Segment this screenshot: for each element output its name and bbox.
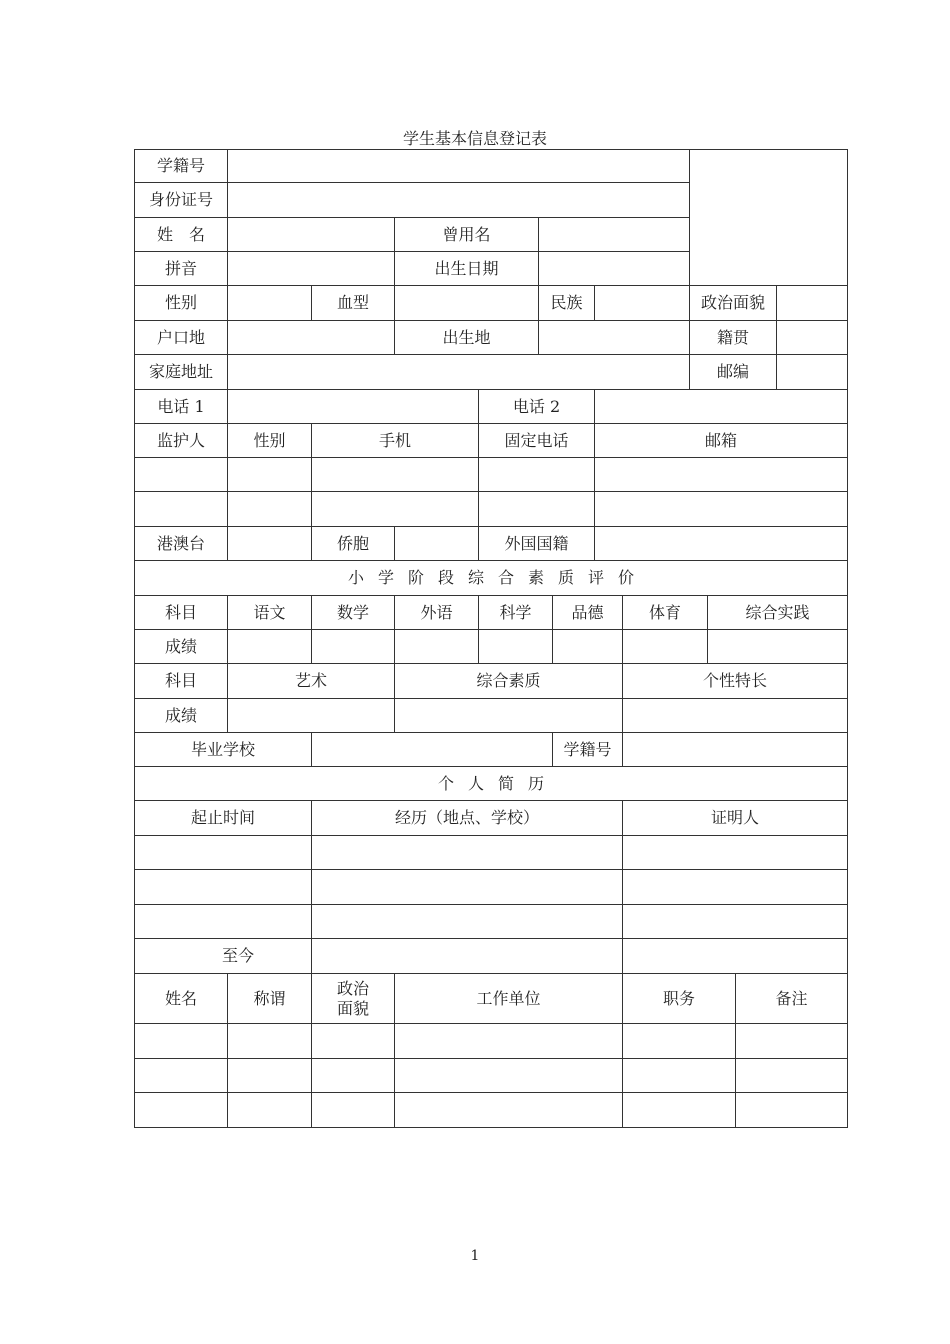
family-workplace-cell[interactable] — [394, 1058, 623, 1093]
guardian-gender-cell[interactable] — [227, 491, 312, 527]
label-score: 成绩 — [134, 698, 228, 733]
political-status-field[interactable] — [776, 285, 848, 321]
label-family-political-status: 政治面貌 — [311, 973, 395, 1024]
guardian-email-cell[interactable] — [594, 491, 848, 527]
resume-witness-cell[interactable] — [622, 869, 848, 905]
label-subject: 科目 — [134, 595, 228, 630]
label-score: 成绩 — [134, 629, 228, 664]
guardian-landline-cell[interactable] — [478, 491, 595, 527]
graduated-school-field[interactable] — [311, 732, 553, 767]
label-experience: 经历（地点、学校） — [311, 800, 623, 836]
home-address-field[interactable] — [227, 354, 690, 390]
section-resume: 个人简历 — [134, 766, 848, 801]
name-field[interactable] — [227, 217, 395, 252]
guardian-mobile-cell[interactable] — [311, 491, 479, 527]
birthplace-field[interactable] — [538, 320, 690, 355]
label-student-id-2: 学籍号 — [552, 732, 623, 767]
family-remarks-cell[interactable] — [735, 1058, 848, 1093]
score-math-cell[interactable] — [311, 629, 395, 664]
score-science-cell[interactable] — [478, 629, 553, 664]
label-science: 科学 — [478, 595, 553, 630]
label-gender: 性别 — [134, 285, 228, 321]
foreign-nationality-field[interactable] — [594, 526, 848, 561]
label-overseas-chinese: 侨胞 — [311, 526, 395, 561]
ethnicity-field[interactable] — [594, 285, 690, 321]
score-practice-cell[interactable] — [707, 629, 848, 664]
resume-experience-cell[interactable] — [311, 869, 623, 905]
score-pe-cell[interactable] — [622, 629, 708, 664]
label-name: 姓 名 — [134, 217, 228, 252]
resume-experience-cell[interactable] — [311, 938, 623, 974]
family-relation-cell[interactable] — [227, 1092, 312, 1128]
native-place-field[interactable] — [776, 320, 848, 355]
label-overall-quality: 综合素质 — [394, 663, 623, 699]
label-position: 职务 — [622, 973, 736, 1024]
family-position-cell[interactable] — [622, 1092, 736, 1128]
resume-witness-cell[interactable] — [622, 835, 848, 870]
label-phone-2: 电话 2 — [478, 389, 595, 424]
label-practice: 综合实践 — [707, 595, 848, 630]
resume-period-cell[interactable] — [134, 869, 312, 905]
score-art-cell[interactable] — [227, 698, 395, 733]
guardian-email-cell[interactable] — [594, 457, 848, 492]
label-chinese: 语文 — [227, 595, 312, 630]
phone-1-field[interactable] — [227, 389, 479, 424]
score-morality-cell[interactable] — [552, 629, 623, 664]
label-political-status: 政治面貌 — [689, 285, 777, 321]
label-landline: 固定电话 — [478, 423, 595, 458]
label-birthplace: 出生地 — [394, 320, 539, 355]
resume-period-cell[interactable] — [134, 835, 312, 870]
form-title: 学生基本信息登记表 — [402, 129, 547, 148]
id-card-field[interactable] — [227, 182, 690, 218]
label-guardian-gender: 性别 — [227, 423, 312, 458]
guardian-gender-cell[interactable] — [227, 457, 312, 492]
guardian-mobile-cell[interactable] — [311, 457, 479, 492]
label-remarks: 备注 — [735, 973, 848, 1024]
label-foreign-language: 外语 — [394, 595, 479, 630]
family-political-cell[interactable] — [311, 1023, 395, 1059]
family-remarks-cell[interactable] — [735, 1023, 848, 1059]
label-email: 邮箱 — [594, 423, 848, 458]
former-name-field[interactable] — [538, 217, 690, 252]
family-political-cell[interactable] — [311, 1058, 395, 1093]
family-position-cell[interactable] — [622, 1023, 736, 1059]
gender-field[interactable] — [227, 285, 312, 321]
label-phone-1: 电话 1 — [134, 389, 228, 424]
label-witness: 证明人 — [622, 800, 848, 836]
photo-box[interactable] — [689, 149, 848, 286]
family-relation-cell[interactable] — [227, 1023, 312, 1059]
label-math: 数学 — [311, 595, 395, 630]
score-chinese-cell[interactable] — [227, 629, 312, 664]
section-primary-evaluation: 小学阶段综合素质评价 — [134, 560, 848, 596]
label-native-place: 籍贯 — [689, 320, 777, 355]
resume-experience-cell[interactable] — [311, 835, 623, 870]
label-subject: 科目 — [134, 663, 228, 699]
label-home-address: 家庭地址 — [134, 354, 228, 390]
label-workplace: 工作单位 — [394, 973, 623, 1024]
blood-type-field[interactable] — [394, 285, 539, 321]
guardian-landline-cell[interactable] — [478, 457, 595, 492]
personal-talent-cell[interactable] — [622, 698, 848, 733]
family-workplace-cell[interactable] — [394, 1092, 623, 1128]
score-foreign-language-cell[interactable] — [394, 629, 479, 664]
guardian-name-cell[interactable] — [134, 457, 228, 492]
resume-witness-cell[interactable] — [622, 938, 848, 974]
label-hk-macau-taiwan: 港澳台 — [134, 526, 228, 561]
family-position-cell[interactable] — [622, 1058, 736, 1093]
score-overall-quality-cell[interactable] — [394, 698, 623, 733]
label-id-card: 身份证号 — [134, 182, 228, 218]
label-relation: 称谓 — [227, 973, 312, 1024]
resume-period-cell[interactable] — [134, 904, 312, 939]
label-pinyin: 拼音 — [134, 251, 228, 286]
label-graduated-school: 毕业学校 — [134, 732, 312, 767]
label-mobile: 手机 — [311, 423, 479, 458]
page-number: 1 — [470, 1248, 480, 1264]
family-political-cell[interactable] — [311, 1092, 395, 1128]
label-pe: 体育 — [622, 595, 708, 630]
household-registration-field[interactable] — [227, 320, 395, 355]
label-art: 艺术 — [227, 663, 395, 699]
family-name-cell[interactable] — [134, 1023, 228, 1059]
label-until-now: 至今 — [134, 938, 312, 974]
label-household-registration: 户口地 — [134, 320, 228, 355]
overseas-chinese-field[interactable] — [394, 526, 479, 561]
family-workplace-cell[interactable] — [394, 1023, 623, 1059]
label-student-id: 学籍号 — [134, 149, 228, 183]
label-ethnicity: 民族 — [538, 285, 595, 321]
student-id-field[interactable] — [227, 149, 690, 183]
label-morality: 品德 — [552, 595, 623, 630]
label-guardian: 监护人 — [134, 423, 228, 458]
label-blood-type: 血型 — [311, 285, 395, 321]
family-name-cell[interactable] — [134, 1058, 228, 1093]
guardian-name-cell[interactable] — [134, 491, 228, 527]
hk-macau-taiwan-field[interactable] — [227, 526, 312, 561]
label-personal-talent: 个性特长 — [622, 663, 848, 699]
label-postcode: 邮编 — [689, 354, 777, 390]
label-family-name: 姓名 — [134, 973, 228, 1024]
label-foreign-nationality: 外国国籍 — [478, 526, 595, 561]
pinyin-field[interactable] — [227, 251, 395, 286]
resume-witness-cell[interactable] — [622, 904, 848, 939]
label-former-name: 曾用名 — [394, 217, 539, 252]
label-birth-date: 出生日期 — [394, 251, 539, 286]
family-relation-cell[interactable] — [227, 1058, 312, 1093]
label-period: 起止时间 — [134, 800, 312, 836]
postcode-field[interactable] — [776, 354, 848, 390]
family-remarks-cell[interactable] — [735, 1092, 848, 1128]
birth-date-field[interactable] — [538, 251, 690, 286]
student-id-2-field[interactable] — [622, 732, 848, 767]
phone-2-field[interactable] — [594, 389, 848, 424]
resume-experience-cell[interactable] — [311, 904, 623, 939]
family-name-cell[interactable] — [134, 1092, 228, 1128]
